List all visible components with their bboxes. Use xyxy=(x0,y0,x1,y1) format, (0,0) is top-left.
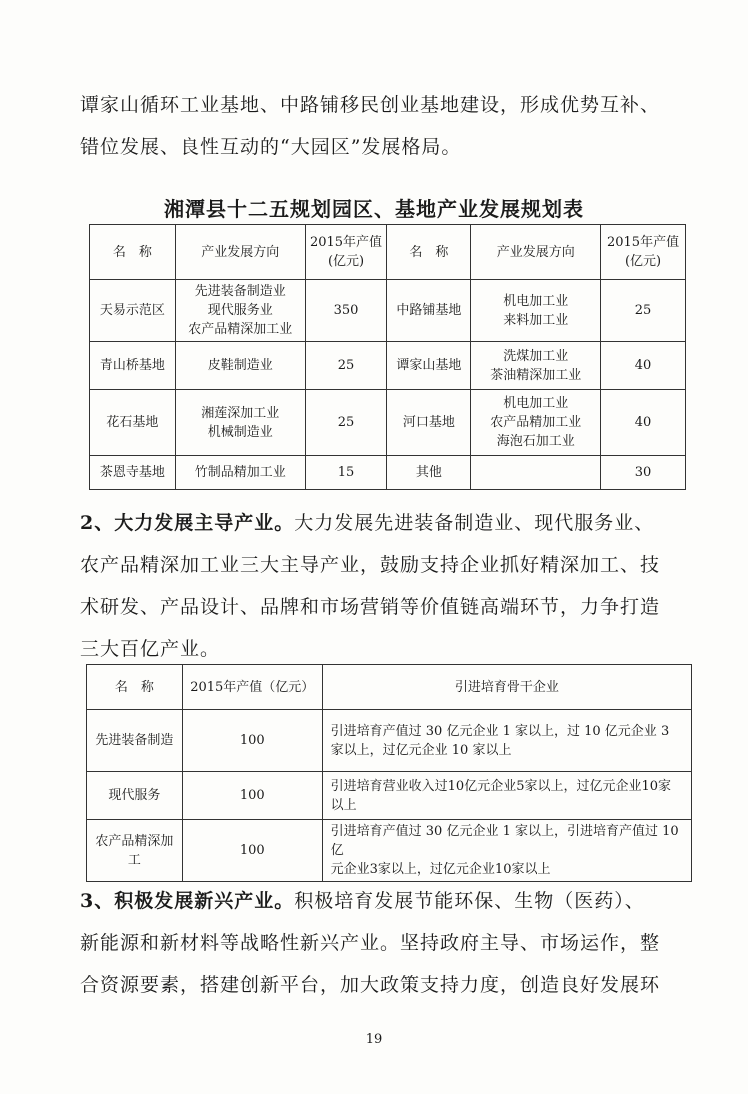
industry-value: 100 xyxy=(182,820,322,882)
park-value: 25 xyxy=(601,280,686,342)
section3-line: 新能源和新材料等战略性新兴产业。坚持政府主导、市场运作，整 xyxy=(80,932,661,954)
park-value: 25 xyxy=(305,342,387,390)
park-planning-table xyxy=(89,224,686,490)
intro-line: 谭家山循环工业基地、中路铺移民创业基地建设，形成优势互补、 xyxy=(80,94,661,116)
section2-line: 大力发展先进装备制造业、现代服务业、 xyxy=(294,512,655,534)
park-value: 30 xyxy=(601,456,686,490)
table-row xyxy=(90,390,686,456)
industry-name: 先进装备制造 xyxy=(87,710,183,772)
park-directions: 机电加工业 农产品精加工业 海泡石加工业 xyxy=(471,390,601,456)
park-directions: 洗煤加工业 茶油精深加工业 xyxy=(471,342,601,390)
table-row xyxy=(90,342,686,390)
park-name: 天易示范区 xyxy=(90,280,176,342)
industry-name: 农产品精深加工 xyxy=(87,820,183,882)
park-name: 谭家山基地 xyxy=(387,342,471,390)
park-name: 中路铺基地 xyxy=(387,280,471,342)
park-name: 青山桥基地 xyxy=(90,342,176,390)
table-row xyxy=(87,710,692,772)
park-name: 花石基地 xyxy=(90,390,176,456)
section3-line: 积极培育发展节能环保、生物（医药）、 xyxy=(294,890,645,912)
park-value: 15 xyxy=(305,456,387,490)
table-header-row xyxy=(87,665,692,710)
park-value: 40 xyxy=(601,390,686,456)
park-directions: 竹制品精加工业 xyxy=(175,456,305,490)
section3-heading: 3、积极发展新兴产业。 xyxy=(80,890,295,912)
intro-paragraph xyxy=(80,84,690,168)
table1-title: 湘潭县十二五规划园区、基地产业发展规划表 xyxy=(164,197,584,221)
industry-value: 100 xyxy=(182,772,322,820)
header-name: 名 称 xyxy=(387,225,471,280)
industry-enterprises: 引进培育产值过 30 亿元企业 1 家以上，过 10 亿元企业 3 家以上，过亿元企业 10 家以上 xyxy=(322,710,691,772)
park-name: 其他 xyxy=(387,456,471,490)
leading-industry-table xyxy=(86,664,692,882)
intro-line: 错位发展、良性互动的“大园区”发展格局。 xyxy=(80,136,462,158)
park-value: 25 xyxy=(305,390,387,456)
industry-name: 现代服务 xyxy=(87,772,183,820)
park-directions xyxy=(471,456,601,490)
table-row xyxy=(90,456,686,490)
section2-line: 三大百亿产业。 xyxy=(80,638,221,660)
section2-paragraph xyxy=(80,502,690,670)
industry-value: 100 xyxy=(182,710,322,772)
section3-paragraph xyxy=(80,880,690,1006)
header-direction: 产业发展方向 xyxy=(471,225,601,280)
park-directions: 湘莲深加工业 机械制造业 xyxy=(175,390,305,456)
park-value: 350 xyxy=(305,280,387,342)
table-header-row xyxy=(90,225,686,280)
header-enterprises: 引进培育骨干企业 xyxy=(322,665,691,710)
header-value: 2015年产值 (亿元) xyxy=(305,225,387,280)
section2-line: 术研发、产品设计、品牌和市场营销等价值链高端环节，力争打造 xyxy=(80,596,661,618)
park-value: 40 xyxy=(601,342,686,390)
header-name: 名 称 xyxy=(90,225,176,280)
park-name: 河口基地 xyxy=(387,390,471,456)
header-name: 名 称 xyxy=(87,665,183,710)
industry-enterprises: 引进培育产值过 30 亿元企业 1 家以上，引进培育产值过 10 亿 元企业3家以上，过亿元企业10家以上 xyxy=(322,820,691,882)
header-direction: 产业发展方向 xyxy=(175,225,305,280)
table-row xyxy=(87,772,692,820)
industry-enterprises: 引进培育营业收入过10亿元企业5家以上，过亿元企业10家以上 xyxy=(322,772,691,820)
section2-line: 农产品精深加工业三大主导产业，鼓励支持企业抓好精深加工、技 xyxy=(80,554,661,576)
park-directions: 先进装备制造业 现代服务业 农产品精深加工业 xyxy=(175,280,305,342)
table-row xyxy=(90,280,686,342)
header-value: 2015年产值（亿元） xyxy=(182,665,322,710)
section2-heading: 2、大力发展主导产业。 xyxy=(80,512,295,534)
park-name: 茶恩寺基地 xyxy=(90,456,176,490)
page-number: 19 xyxy=(365,1032,383,1047)
header-value: 2015年产值 (亿元) xyxy=(601,225,686,280)
park-directions: 皮鞋制造业 xyxy=(175,342,305,390)
section3-line: 合资源要素，搭建创新平台，加大政策支持力度，创造良好发展环 xyxy=(80,974,661,996)
park-directions: 机电加工业 来料加工业 xyxy=(471,280,601,342)
table-row xyxy=(87,820,692,882)
